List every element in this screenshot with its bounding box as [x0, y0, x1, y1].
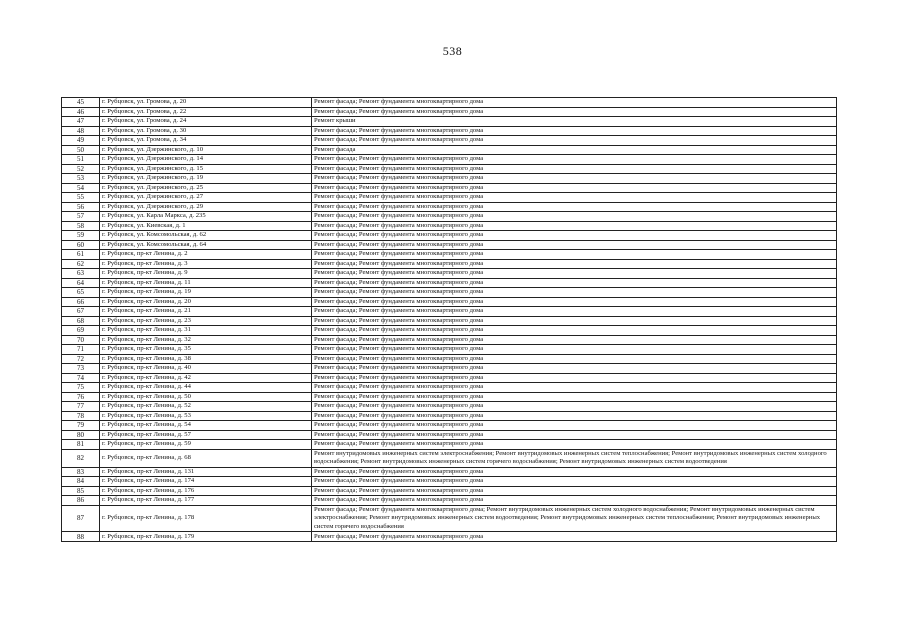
works-table-container	[61, 97, 836, 542]
row-address: г. Рубцовск, пр-кт Ленина, д. 44	[100, 383, 312, 393]
row-number: 60	[62, 240, 100, 250]
row-number: 74	[62, 373, 100, 383]
row-address: г. Рубцовск, пр-кт Ленина, д. 42	[100, 373, 312, 383]
row-works: Ремонт фасада; Ремонт фундамента многоквартирного дома	[312, 164, 837, 174]
table-row	[62, 250, 837, 260]
row-works: Ремонт фасада; Ремонт фундамента многоквартирного дома	[312, 174, 837, 184]
table-row	[62, 259, 837, 269]
table-row	[62, 126, 837, 136]
row-number: 77	[62, 402, 100, 412]
row-number: 59	[62, 231, 100, 241]
table-row	[62, 335, 837, 345]
table-row	[62, 496, 837, 506]
row-works: Ремонт фасада; Ремонт фундамента многоквартирного дома	[312, 430, 837, 440]
row-number: 81	[62, 440, 100, 450]
row-number: 78	[62, 411, 100, 421]
table-row	[62, 297, 837, 307]
row-works: Ремонт фасада; Ремонт фундамента многоквартирного дома	[312, 221, 837, 231]
table-row	[62, 269, 837, 279]
table-row	[62, 193, 837, 203]
row-number: 58	[62, 221, 100, 231]
table-row	[62, 402, 837, 412]
row-address: г. Рубцовск, пр-кт Ленина, д. 57	[100, 430, 312, 440]
row-number: 45	[62, 98, 100, 108]
table-row	[62, 288, 837, 298]
table-row	[62, 383, 837, 393]
row-works: Ремонт фасада; Ремонт фундамента многоквартирного дома	[312, 496, 837, 506]
row-works: Ремонт фасада; Ремонт фундамента многоквартирного дома	[312, 335, 837, 345]
row-number: 53	[62, 174, 100, 184]
row-number: 76	[62, 392, 100, 402]
table-row	[62, 107, 837, 117]
table-row	[62, 467, 837, 477]
row-address: г. Рубцовск, пр-кт Ленина, д. 177	[100, 496, 312, 506]
row-works: Ремонт фасада; Ремонт фундамента многоквартирного дома	[312, 486, 837, 496]
row-works: Ремонт фасада; Ремонт фундамента многоквартирного дома	[312, 269, 837, 279]
row-address: г. Рубцовск, ул. Киевская, д. 1	[100, 221, 312, 231]
row-address: г. Рубцовск, ул. Дзержинского, д. 10	[100, 145, 312, 155]
page-number: 538	[442, 44, 463, 58]
table-row	[62, 202, 837, 212]
row-number: 71	[62, 345, 100, 355]
row-address: г. Рубцовск, ул. Комсомольская, д. 64	[100, 240, 312, 250]
row-address: г. Рубцовск, пр-кт Ленина, д. 50	[100, 392, 312, 402]
row-works: Ремонт фасада; Ремонт фундамента многоквартирного дома	[312, 136, 837, 146]
row-number: 83	[62, 467, 100, 477]
row-works: Ремонт фасада; Ремонт фундамента многоквартирного дома	[312, 345, 837, 355]
row-works: Ремонт фасада; Ремонт фундамента многоквартирного дома	[312, 392, 837, 402]
row-address: г. Рубцовск, пр-кт Ленина, д. 35	[100, 345, 312, 355]
row-works: Ремонт фасада; Ремонт фундамента многоквартирного дома	[312, 250, 837, 260]
row-works: Ремонт фасада; Ремонт фундамента многоквартирного дома; Ремонт внутридомовых инженерных систем холодного водоснабжения; Ремонт внутридомовых инженерных систем электроснабжения; Ремонт внутридомовых инженерных систем водоотведения; Ремонт внутридомовых инженерных систем теплоснабжения; Ремонт внутридомовых инженерных систем горячего водоснабжения	[312, 505, 837, 532]
row-number: 54	[62, 183, 100, 193]
table-row	[62, 392, 837, 402]
row-address: г. Рубцовск, пр-кт Ленина, д. 176	[100, 486, 312, 496]
row-works: Ремонт фасада; Ремонт фундамента многоквартирного дома	[312, 307, 837, 317]
row-address: г. Рубцовск, пр-кт Ленина, д. 179	[100, 532, 312, 542]
table-row	[62, 411, 837, 421]
table-row	[62, 231, 837, 241]
row-works: Ремонт фасада; Ремонт фундамента многоквартирного дома	[312, 202, 837, 212]
table-row	[62, 316, 837, 326]
row-number: 62	[62, 259, 100, 269]
row-works: Ремонт фасада; Ремонт фундамента многоквартирного дома	[312, 240, 837, 250]
row-works: Ремонт внутридомовых инженерных систем электроснабжения; Ремонт внутридомовых инженерных систем теплоснабжения; Ремонт внутридомовых инженерных систем холодного водоснабжения; Ремонт внутридомовых инженерных систем горячего водоснабжения; Ремонт внутридомовых инженерных систем водоотведения	[312, 449, 837, 467]
row-address: г. Рубцовск, пр-кт Ленина, д. 20	[100, 297, 312, 307]
row-number: 68	[62, 316, 100, 326]
table-row	[62, 174, 837, 184]
row-works: Ремонт фасада; Ремонт фундамента многоквартирного дома	[312, 297, 837, 307]
row-works: Ремонт фасада; Ремонт фундамента многоквартирного дома	[312, 316, 837, 326]
row-address: г. Рубцовск, ул. Громова, д. 34	[100, 136, 312, 146]
row-works: Ремонт фасада; Ремонт фундамента многоквартирного дома	[312, 259, 837, 269]
table-row	[62, 486, 837, 496]
row-works: Ремонт фасада; Ремонт фундамента многоквартирного дома	[312, 193, 837, 203]
row-works: Ремонт фасада; Ремонт фундамента многоквартирного дома	[312, 278, 837, 288]
table-row	[62, 212, 837, 222]
row-number: 51	[62, 155, 100, 165]
row-works: Ремонт фасада; Ремонт фундамента многоквартирного дома	[312, 467, 837, 477]
row-address: г. Рубцовск, ул. Карла Маркса, д. 235	[100, 212, 312, 222]
row-number: 75	[62, 383, 100, 393]
row-address: г. Рубцовск, ул. Дзержинского, д. 19	[100, 174, 312, 184]
row-address: г. Рубцовск, пр-кт Ленина, д. 32	[100, 335, 312, 345]
row-address: г. Рубцовск, ул. Громова, д. 22	[100, 107, 312, 117]
row-number: 56	[62, 202, 100, 212]
row-address: г. Рубцовск, ул. Громова, д. 30	[100, 126, 312, 136]
table-row	[62, 505, 837, 532]
row-address: г. Рубцовск, пр-кт Ленина, д. 11	[100, 278, 312, 288]
row-address: г. Рубцовск, пр-кт Ленина, д. 52	[100, 402, 312, 412]
row-address: г. Рубцовск, ул. Громова, д. 24	[100, 117, 312, 127]
row-works: Ремонт фасада; Ремонт фундамента многоквартирного дома	[312, 183, 837, 193]
row-number: 46	[62, 107, 100, 117]
row-number: 65	[62, 288, 100, 298]
table-row	[62, 136, 837, 146]
row-works: Ремонт фасада; Ремонт фундамента многоквартирного дома	[312, 440, 837, 450]
row-works: Ремонт фасада; Ремонт фундамента многоквартирного дома	[312, 373, 837, 383]
row-address: г. Рубцовск, пр-кт Ленина, д. 38	[100, 354, 312, 364]
row-works: Ремонт фасада	[312, 145, 837, 155]
row-number: 55	[62, 193, 100, 203]
row-address: г. Рубцовск, пр-кт Ленина, д. 53	[100, 411, 312, 421]
table-row	[62, 477, 837, 487]
row-address: г. Рубцовск, пр-кт Ленина, д. 3	[100, 259, 312, 269]
row-address: г. Рубцовск, ул. Громова, д. 20	[100, 98, 312, 108]
row-number: 64	[62, 278, 100, 288]
row-address: г. Рубцовск, пр-кт Ленина, д. 9	[100, 269, 312, 279]
row-address: г. Рубцовск, пр-кт Ленина, д. 59	[100, 440, 312, 450]
row-number: 84	[62, 477, 100, 487]
row-number: 66	[62, 297, 100, 307]
row-number: 49	[62, 136, 100, 146]
table-row	[62, 307, 837, 317]
row-works: Ремонт фасада; Ремонт фундамента многоквартирного дома	[312, 421, 837, 431]
row-number: 87	[62, 505, 100, 532]
table-row	[62, 183, 837, 193]
table-row	[62, 221, 837, 231]
row-works: Ремонт крыши	[312, 117, 837, 127]
row-address: г. Рубцовск, пр-кт Ленина, д. 54	[100, 421, 312, 431]
row-works: Ремонт фасада; Ремонт фундамента многоквартирного дома	[312, 231, 837, 241]
row-address: г. Рубцовск, ул. Дзержинского, д. 25	[100, 183, 312, 193]
row-number: 48	[62, 126, 100, 136]
row-number: 88	[62, 532, 100, 542]
row-number: 69	[62, 326, 100, 336]
row-address: г. Рубцовск, пр-кт Ленина, д. 178	[100, 505, 312, 532]
row-number: 86	[62, 496, 100, 506]
row-works: Ремонт фасада; Ремонт фундамента многоквартирного дома	[312, 411, 837, 421]
table-row	[62, 155, 837, 165]
table-row	[62, 373, 837, 383]
works-table	[61, 97, 837, 542]
table-row	[62, 354, 837, 364]
table-row	[62, 430, 837, 440]
table-row	[62, 421, 837, 431]
table-row	[62, 278, 837, 288]
row-number: 47	[62, 117, 100, 127]
row-works: Ремонт фасада; Ремонт фундамента многоквартирного дома	[312, 477, 837, 487]
row-works: Ремонт фасада; Ремонт фундамента многоквартирного дома	[312, 364, 837, 374]
row-number: 85	[62, 486, 100, 496]
table-row	[62, 117, 837, 127]
row-number: 73	[62, 364, 100, 374]
table-row	[62, 145, 837, 155]
row-works: Ремонт фасада; Ремонт фундамента многоквартирного дома	[312, 326, 837, 336]
row-works: Ремонт фасада; Ремонт фундамента многоквартирного дома	[312, 532, 837, 542]
row-works: Ремонт фасада; Ремонт фундамента многоквартирного дома	[312, 126, 837, 136]
table-row	[62, 440, 837, 450]
row-number: 61	[62, 250, 100, 260]
row-address: г. Рубцовск, пр-кт Ленина, д. 21	[100, 307, 312, 317]
row-address: г. Рубцовск, ул. Комсомольская, д. 62	[100, 231, 312, 241]
row-works: Ремонт фасада; Ремонт фундамента многоквартирного дома	[312, 107, 837, 117]
row-address: г. Рубцовск, пр-кт Ленина, д. 131	[100, 467, 312, 477]
table-row	[62, 98, 837, 108]
table-row	[62, 240, 837, 250]
row-address: г. Рубцовск, пр-кт Ленина, д. 174	[100, 477, 312, 487]
row-address: г. Рубцовск, ул. Дзержинского, д. 15	[100, 164, 312, 174]
row-number: 67	[62, 307, 100, 317]
row-works: Ремонт фасада; Ремонт фундамента многоквартирного дома	[312, 288, 837, 298]
row-works: Ремонт фасада; Ремонт фундамента многоквартирного дома	[312, 212, 837, 222]
table-row	[62, 326, 837, 336]
row-number: 57	[62, 212, 100, 222]
row-address: г. Рубцовск, ул. Дзержинского, д. 14	[100, 155, 312, 165]
row-works: Ремонт фасада; Ремонт фундамента многоквартирного дома	[312, 383, 837, 393]
table-row	[62, 164, 837, 174]
row-number: 82	[62, 449, 100, 467]
row-address: г. Рубцовск, ул. Дзержинского, д. 27	[100, 193, 312, 203]
row-number: 52	[62, 164, 100, 174]
row-address: г. Рубцовск, ул. Дзержинского, д. 29	[100, 202, 312, 212]
row-address: г. Рубцовск, пр-кт Ленина, д. 23	[100, 316, 312, 326]
row-number: 63	[62, 269, 100, 279]
row-number: 80	[62, 430, 100, 440]
row-number: 72	[62, 354, 100, 364]
row-number: 50	[62, 145, 100, 155]
table-row	[62, 364, 837, 374]
row-address: г. Рубцовск, пр-кт Ленина, д. 2	[100, 250, 312, 260]
row-works: Ремонт фасада; Ремонт фундамента многоквартирного дома	[312, 155, 837, 165]
row-works: Ремонт фасада; Ремонт фундамента многоквартирного дома	[312, 402, 837, 412]
row-address: г. Рубцовск, пр-кт Ленина, д. 68	[100, 449, 312, 467]
table-row	[62, 345, 837, 355]
works-table-body	[62, 98, 837, 542]
row-address: г. Рубцовск, пр-кт Ленина, д. 19	[100, 288, 312, 298]
row-address: г. Рубцовск, пр-кт Ленина, д. 40	[100, 364, 312, 374]
table-row	[62, 532, 837, 542]
row-works: Ремонт фасада; Ремонт фундамента многоквартирного дома	[312, 354, 837, 364]
row-number: 70	[62, 335, 100, 345]
row-works: Ремонт фасада; Ремонт фундамента многоквартирного дома	[312, 98, 837, 108]
row-number: 79	[62, 421, 100, 431]
table-row	[62, 449, 837, 467]
row-address: г. Рубцовск, пр-кт Ленина, д. 31	[100, 326, 312, 336]
